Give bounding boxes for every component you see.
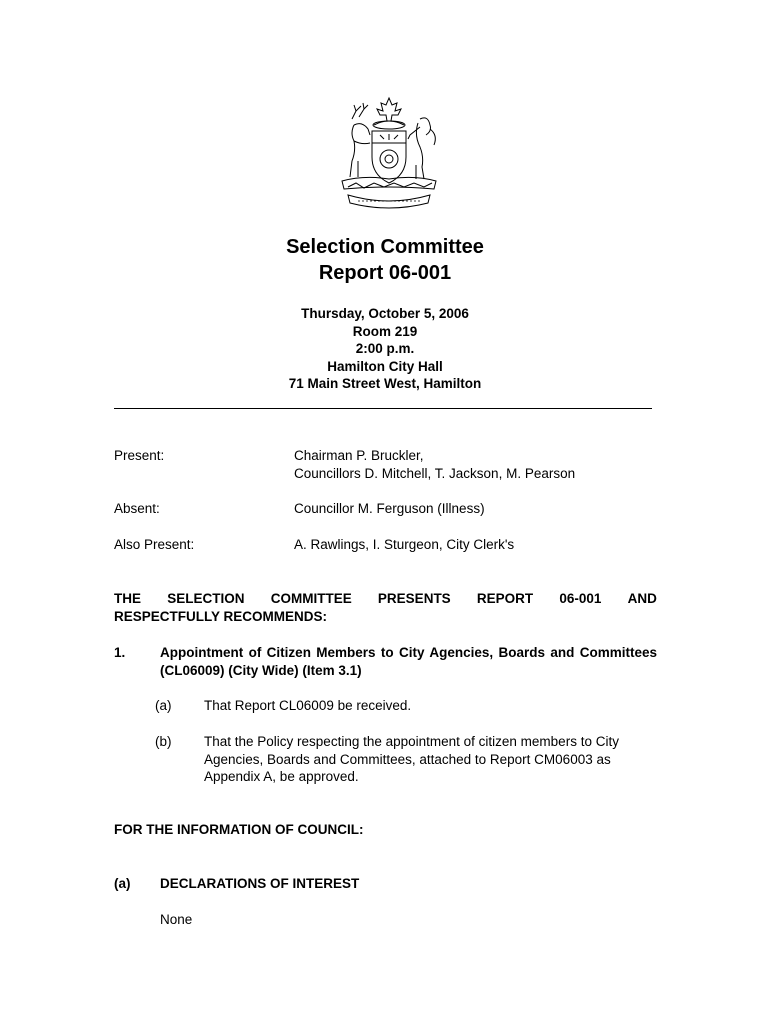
declarations-marker: (a) <box>114 876 131 891</box>
also-present-label: Also Present: <box>114 537 195 552</box>
present-line-2: Councillors D. Mitchell, T. Jackson, M. Pearson <box>294 465 576 481</box>
presents-word: THE <box>114 591 141 606</box>
report-number: Report 06-001 <box>318 262 452 284</box>
presents-word: 06-001 <box>559 591 602 606</box>
item-title: Appointment of Citizen Members to City Agencies, Boards and Committees (CL06009) (City Wide) (Item 3.1) <box>160 645 657 678</box>
coat-of-arms-icon <box>334 95 444 213</box>
present-label: Present: <box>114 448 165 463</box>
absent-label: Absent: <box>114 501 160 516</box>
meeting-time: 2:00 p.m. <box>355 341 415 357</box>
declarations-heading: DECLARATIONS OF INTEREST <box>160 876 360 891</box>
committee-name: Selection Committee <box>286 236 484 258</box>
subitem-a-text: That Report CL06009 be received. <box>204 698 412 713</box>
subitem-b-marker: (b) <box>155 734 172 749</box>
meeting-room: Room 219 <box>352 323 418 339</box>
information-heading: FOR THE INFORMATION OF COUNCIL: <box>114 822 364 837</box>
presents-word: REPORT <box>476 591 534 606</box>
report-title <box>0 234 770 286</box>
presents-word: PRESENTS <box>377 591 451 606</box>
subitem-a-marker: (a) <box>155 698 172 713</box>
absent-line-1: Councillor M. Ferguson (Illness) <box>294 501 485 516</box>
presents-word: COMMITTEE <box>270 591 352 606</box>
present-line-1: Chairman P. Bruckler, <box>294 448 424 463</box>
item-number: 1. <box>114 645 126 660</box>
subitem-b-text: That the Policy respecting the appointment of citizen members to City Agencies, Boards and Committees, attached to Report CM06003 as Appendix A, be approved. <box>204 734 619 785</box>
also-present-line-1: A. Rawlings, I. Sturgeon, City Clerk's <box>294 537 515 552</box>
presents-word: SELECTION <box>167 591 245 606</box>
presents-heading-line-1 <box>114 590 657 608</box>
presents-heading-line-2: RESPECTFULLY RECOMMENDS: <box>114 608 328 624</box>
meeting-date: Thursday, October 5, 2006 <box>301 306 469 321</box>
meeting-address: 71 Main Street West, Hamilton <box>288 376 482 392</box>
meeting-details <box>0 305 770 393</box>
meeting-venue: Hamilton City Hall <box>327 358 443 374</box>
header-divider <box>114 408 652 409</box>
presents-word: AND <box>627 591 657 606</box>
declarations-text: None <box>160 912 193 927</box>
